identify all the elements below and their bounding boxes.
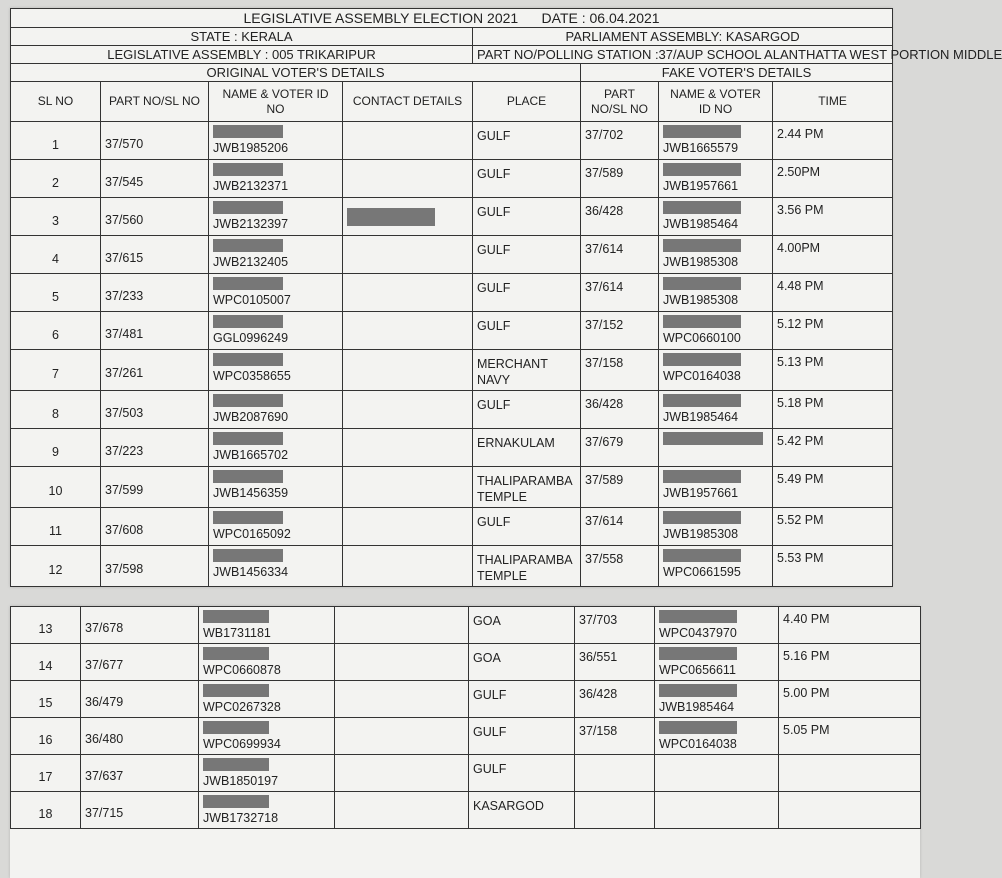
redacted-name — [213, 315, 283, 328]
time: 5.49 PM — [773, 467, 893, 508]
name-voter-id — [199, 792, 335, 829]
table-row — [11, 718, 921, 755]
time: 5.12 PM — [773, 312, 893, 350]
voter-id: WPC0660878 — [203, 663, 281, 677]
fake-name-voter-id — [659, 546, 773, 587]
part-no: 37/503 — [101, 391, 209, 429]
redacted-fake-name — [659, 610, 737, 623]
table-row — [11, 391, 893, 429]
fake-part-no: 37/589 — [581, 467, 659, 508]
fake-part-no: 37/614 — [581, 508, 659, 546]
table-row — [11, 607, 921, 644]
fake-voter-id: WPC0656611 — [659, 663, 736, 677]
table-row — [11, 755, 921, 792]
redacted-name — [203, 721, 269, 734]
contact-details — [335, 792, 469, 829]
redacted-name — [203, 610, 269, 623]
part-no: 37/678 — [81, 607, 199, 644]
name-voter-id — [199, 644, 335, 681]
fake-name-voter-id — [655, 718, 779, 755]
name-voter-id — [199, 755, 335, 792]
fake-part-no: 36/428 — [581, 198, 659, 236]
fake-voter-id: WPC0661595 — [663, 565, 741, 579]
polling-station-label: PART NO/POLLING STATION :37/AUP SCHOOL ALANTHATTA WEST PORTION MIDDLE — [473, 46, 893, 64]
fake-part-no: 37/703 — [575, 607, 655, 644]
time: 4.48 PM — [773, 274, 893, 312]
table-row — [11, 546, 893, 587]
place: GULF — [473, 198, 581, 236]
time: 5.52 PM — [773, 508, 893, 546]
time: 5.13 PM — [773, 350, 893, 391]
redacted-name — [213, 549, 283, 562]
voter-table-top — [10, 8, 1002, 587]
table-row — [11, 312, 893, 350]
redacted-name — [213, 394, 283, 407]
contact-details — [343, 236, 473, 274]
time: 3.56 PM — [773, 198, 893, 236]
fake-name-voter-id — [659, 467, 773, 508]
time: 5.16 PM — [779, 644, 921, 681]
sl-no: 4 — [11, 236, 101, 274]
name-voter-id — [209, 546, 343, 587]
redacted-fake-name — [659, 647, 737, 660]
voter-table-bottom — [10, 606, 921, 829]
place: KASARGOD — [469, 792, 575, 829]
contact-details — [343, 508, 473, 546]
fake-part-no: 37/558 — [581, 546, 659, 587]
fake-part-no: 37/614 — [581, 274, 659, 312]
part-no: 37/598 — [101, 546, 209, 587]
fake-voter-id: JWB1985464 — [663, 410, 739, 424]
col-sl: SL NO — [11, 82, 101, 122]
redacted-name — [213, 353, 283, 366]
fake-part-no: 37/158 — [575, 718, 655, 755]
voter-id: WPC0165092 — [213, 527, 291, 541]
part-no: 37/481 — [101, 312, 209, 350]
part-no: 37/570 — [101, 122, 209, 160]
sl-no: 7 — [11, 350, 101, 391]
part-no: 37/637 — [81, 755, 199, 792]
table-row — [11, 350, 893, 391]
sl-no: 6 — [11, 312, 101, 350]
part-no: 37/677 — [81, 644, 199, 681]
col-part: PART NO/SL NO — [101, 82, 209, 122]
fake-part-no — [575, 755, 655, 792]
fake-part-no: 37/702 — [581, 122, 659, 160]
time: 5.53 PM — [773, 546, 893, 587]
name-voter-id — [209, 429, 343, 467]
voter-id: WPC0267328 — [203, 700, 281, 714]
fake-name-voter-id — [659, 312, 773, 350]
part-no: 36/480 — [81, 718, 199, 755]
redacted-name — [213, 125, 283, 138]
redacted-contact — [347, 208, 435, 226]
fake-voter-heading: FAKE VOTER'S DETAILS — [581, 64, 893, 82]
name-voter-id — [209, 508, 343, 546]
sl-no: 18 — [11, 792, 81, 829]
sl-no: 13 — [11, 607, 81, 644]
col-fake-part: PART NO/SL NO — [581, 82, 659, 122]
fake-voter-id: WPC0660100 — [663, 331, 741, 345]
redacted-fake-name — [663, 511, 741, 524]
redacted-name — [213, 163, 283, 176]
redacted-name — [213, 511, 283, 524]
state-label: STATE : KERALA — [11, 28, 473, 46]
fake-name-voter-id — [659, 236, 773, 274]
part-no: 37/223 — [101, 429, 209, 467]
time: 5.18 PM — [773, 391, 893, 429]
name-voter-id — [209, 312, 343, 350]
table-row — [11, 236, 893, 274]
voter-id: JWB1665702 — [213, 448, 289, 462]
fake-voter-id: JWB1985308 — [663, 527, 739, 541]
voter-id: JWB2132397 — [213, 217, 289, 231]
redacted-fake-name — [663, 315, 741, 328]
fake-voter-id: JWB1985464 — [659, 700, 735, 714]
contact-details — [335, 644, 469, 681]
part-no: 37/233 — [101, 274, 209, 312]
fake-name-voter-id — [659, 122, 773, 160]
contact-details — [335, 681, 469, 718]
fake-name-voter-id — [659, 429, 773, 467]
sl-no: 14 — [11, 644, 81, 681]
name-voter-id — [199, 718, 335, 755]
fake-voter-id: WPC0164038 — [663, 369, 741, 383]
time: 2.44 PM — [773, 122, 893, 160]
sl-no: 8 — [11, 391, 101, 429]
place: MERCHANT NAVY — [473, 350, 581, 391]
time — [779, 792, 921, 829]
fake-name-voter-id — [659, 391, 773, 429]
fake-voter-id: JWB1985308 — [663, 255, 739, 269]
col-name: NAME & VOTER ID NO — [209, 82, 343, 122]
redacted-fake-name — [663, 163, 741, 176]
part-no: 36/479 — [81, 681, 199, 718]
redacted-fake-name — [659, 684, 737, 697]
time: 4.00PM — [773, 236, 893, 274]
name-voter-id — [209, 274, 343, 312]
redacted-fake-name — [663, 470, 741, 483]
table-row — [11, 122, 893, 160]
voter-rows-bottom — [11, 607, 921, 829]
table-row — [11, 198, 893, 236]
table-row — [11, 429, 893, 467]
sl-no: 17 — [11, 755, 81, 792]
sl-no: 16 — [11, 718, 81, 755]
sl-no: 1 — [11, 122, 101, 160]
table-row — [11, 508, 893, 546]
sl-no: 15 — [11, 681, 81, 718]
redacted-name — [203, 795, 269, 808]
table-row — [11, 644, 921, 681]
fake-part-no: 37/589 — [581, 160, 659, 198]
fake-part-no: 37/679 — [581, 429, 659, 467]
col-place: PLACE — [473, 82, 581, 122]
col-time: TIME — [773, 82, 893, 122]
contact-details — [335, 718, 469, 755]
redacted-name — [213, 201, 283, 214]
time: 5.05 PM — [779, 718, 921, 755]
fake-part-no: 37/614 — [581, 236, 659, 274]
redacted-name — [213, 470, 283, 483]
time: 4.40 PM — [779, 607, 921, 644]
place: THALIPARAMBA TEMPLE — [473, 467, 581, 508]
fake-name-voter-id — [659, 274, 773, 312]
original-voter-heading: ORIGINAL VOTER'S DETAILS — [11, 64, 581, 82]
fake-name-voter-id — [659, 350, 773, 391]
contact-details — [343, 350, 473, 391]
sl-no: 12 — [11, 546, 101, 587]
redacted-name — [213, 239, 283, 252]
place: ERNAKULAM — [473, 429, 581, 467]
voter-id: JWB1456334 — [213, 565, 289, 579]
sl-no: 11 — [11, 508, 101, 546]
place: GOA — [469, 607, 575, 644]
contact-details — [343, 312, 473, 350]
name-voter-id — [209, 198, 343, 236]
fake-name-voter-id — [655, 644, 779, 681]
place: GULF — [473, 391, 581, 429]
part-no: 37/715 — [81, 792, 199, 829]
table-row — [11, 681, 921, 718]
fake-part-no — [575, 792, 655, 829]
voter-rows-top — [11, 122, 893, 587]
contact-details — [343, 198, 473, 236]
contact-details — [343, 122, 473, 160]
contact-details — [343, 391, 473, 429]
table-row — [11, 467, 893, 508]
contact-details — [343, 467, 473, 508]
name-voter-id — [209, 122, 343, 160]
redacted-fake-name — [663, 549, 741, 562]
place: GOA — [469, 644, 575, 681]
fake-name-voter-id — [655, 607, 779, 644]
redacted-name — [203, 684, 269, 697]
table-row — [11, 160, 893, 198]
name-voter-id — [209, 391, 343, 429]
fake-voter-id: WPC0437970 — [659, 626, 737, 640]
voter-id: JWB1456359 — [213, 486, 289, 500]
time: 5.42 PM — [773, 429, 893, 467]
voter-id: WB1731181 — [203, 626, 271, 640]
voter-id: WPC0358655 — [213, 369, 291, 383]
voter-id: JWB1985206 — [213, 141, 289, 155]
fake-name-voter-id — [659, 160, 773, 198]
redacted-fake-name — [663, 277, 741, 290]
voter-id: JWB2132371 — [213, 179, 289, 193]
fake-name-voter-id — [655, 755, 779, 792]
part-no: 37/545 — [101, 160, 209, 198]
redacted-fake-name — [663, 125, 741, 138]
fake-voter-id: JWB1957661 — [663, 486, 739, 500]
redacted-name — [213, 432, 283, 445]
fake-voter-id: JWB1665579 — [663, 141, 739, 155]
redacted-name — [213, 277, 283, 290]
place: GULF — [473, 160, 581, 198]
name-voter-id — [199, 681, 335, 718]
voter-id: GGL0996249 — [213, 331, 289, 345]
part-no: 37/615 — [101, 236, 209, 274]
place: GULF — [469, 681, 575, 718]
place: THALIPARAMBA TEMPLE — [473, 546, 581, 587]
voter-id: JWB2087690 — [213, 410, 289, 424]
table-row — [11, 274, 893, 312]
col-contact: CONTACT DETAILS — [343, 82, 473, 122]
fake-name-voter-id — [655, 681, 779, 718]
column-header-row — [11, 82, 893, 122]
fake-name-voter-id — [659, 508, 773, 546]
redacted-fake-name — [663, 432, 763, 445]
redacted-fake-name — [663, 239, 741, 252]
fake-part-no: 36/428 — [581, 391, 659, 429]
col-fake-name: NAME & VOTER ID NO — [659, 82, 773, 122]
time: 2.50PM — [773, 160, 893, 198]
fake-part-no: 37/158 — [581, 350, 659, 391]
place: GULF — [473, 236, 581, 274]
fake-part-no: 36/551 — [575, 644, 655, 681]
voter-id: JWB1850197 — [203, 774, 279, 788]
time: 5.00 PM — [779, 681, 921, 718]
fake-voter-id: WPC0164038 — [659, 737, 737, 751]
place: GULF — [473, 508, 581, 546]
fake-voter-id: JWB1985308 — [663, 293, 739, 307]
sl-no: 3 — [11, 198, 101, 236]
contact-details — [335, 607, 469, 644]
contact-details — [335, 755, 469, 792]
contact-details — [343, 429, 473, 467]
voter-id: JWB2132405 — [213, 255, 289, 269]
redacted-fake-name — [663, 353, 741, 366]
assembly-label: LEGISLATIVE ASSEMBLY : 005 TRIKARIPUR — [11, 46, 473, 64]
voter-id: JWB1732718 — [203, 811, 279, 825]
fake-part-no: 37/152 — [581, 312, 659, 350]
sl-no: 10 — [11, 467, 101, 508]
voter-id: WPC0105007 — [213, 293, 291, 307]
contact-details — [343, 546, 473, 587]
name-voter-id — [209, 467, 343, 508]
sl-no: 5 — [11, 274, 101, 312]
redacted-fake-name — [663, 394, 741, 407]
name-voter-id — [199, 607, 335, 644]
redacted-name — [203, 758, 269, 771]
name-voter-id — [209, 236, 343, 274]
part-no: 37/560 — [101, 198, 209, 236]
place: GULF — [473, 274, 581, 312]
part-no: 37/599 — [101, 467, 209, 508]
sl-no: 9 — [11, 429, 101, 467]
place: GULF — [469, 718, 575, 755]
contact-details — [343, 274, 473, 312]
part-no: 37/261 — [101, 350, 209, 391]
fake-part-no: 36/428 — [575, 681, 655, 718]
fake-name-voter-id — [655, 792, 779, 829]
fake-voter-id: JWB1957661 — [663, 179, 739, 193]
time — [779, 755, 921, 792]
table-row — [11, 792, 921, 829]
sl-no: 2 — [11, 160, 101, 198]
fake-name-voter-id — [659, 198, 773, 236]
election-title: LEGISLATIVE ASSEMBLY ELECTION 2021 DATE : 06.04.2021 — [11, 9, 893, 28]
voter-sheet-page-1 — [10, 8, 1002, 587]
name-voter-id — [209, 350, 343, 391]
place: GULF — [469, 755, 575, 792]
name-voter-id — [209, 160, 343, 198]
voter-sheet-page-2 — [10, 606, 920, 878]
place: GULF — [473, 122, 581, 160]
fake-voter-id: JWB1985464 — [663, 217, 739, 231]
redacted-fake-name — [663, 201, 741, 214]
part-no: 37/608 — [101, 508, 209, 546]
contact-details — [343, 160, 473, 198]
parliament-label: PARLIAMENT ASSEMBLY: KASARGOD — [473, 28, 893, 46]
place: GULF — [473, 312, 581, 350]
redacted-fake-name — [659, 721, 737, 734]
redacted-name — [203, 647, 269, 660]
voter-id: WPC0699934 — [203, 737, 281, 751]
